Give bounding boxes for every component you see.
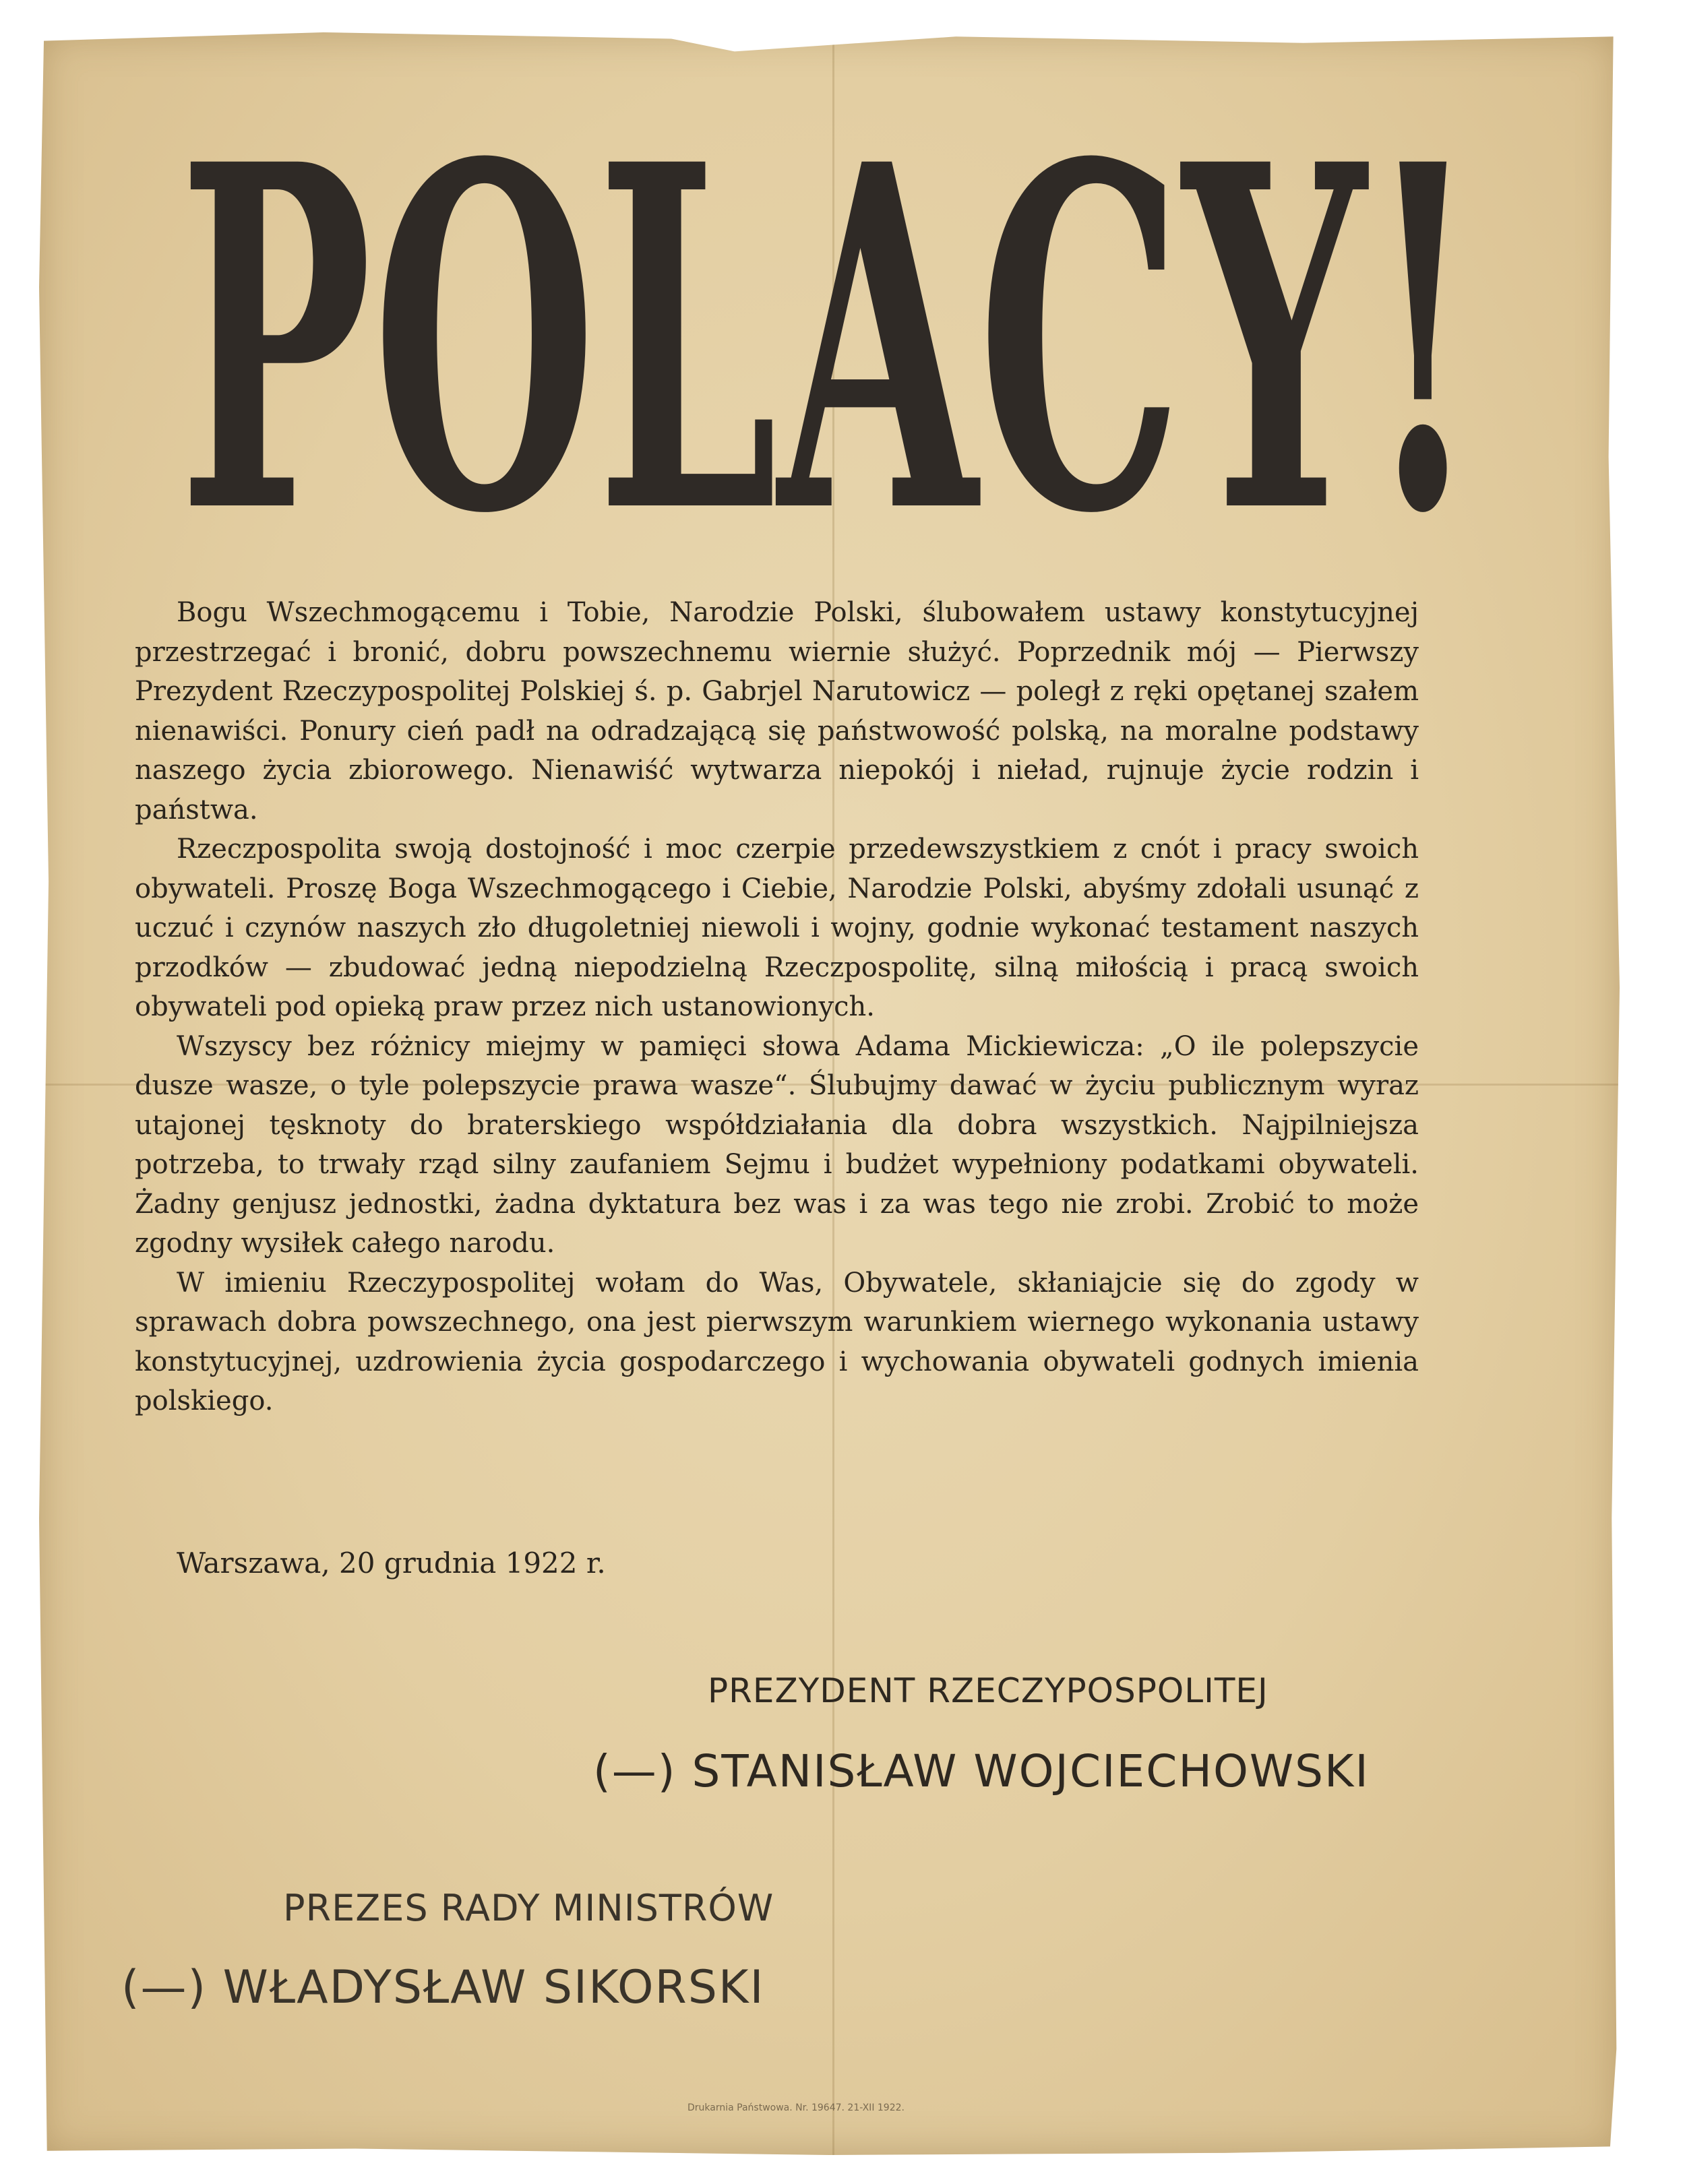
- prime-minister-name: (—) WŁADYSŁAW SIKORSKI: [121, 1961, 765, 2014]
- paragraph: Bogu Wszechmogącemu i Tobie, Narodzie Polski, ślubowałem ustawy konstytucyjnej przestrzegać i bronić, dobru powszechnemu wiernie służyć. Poprzednik mój — Pierwszy Prezydent Rzeczypospolitej Polskiej ś. p. Gabrjel Narutowicz — poległ z ręki opętanej szałem nienawiści. Ponury cień padł na odradzającą się państwowość polską, na moralne podstawy naszego życia zbiorowego. Nienawiść wytwarza niepokój i nieład, rujnuje życie rodzin i państwa.: [135, 597, 1419, 825]
- paragraph: Rzeczpospolita swoją dostojność i moc czerpie przedewszystkiem z cnót i pracy swoich obywateli. Proszę Boga Wszechmogącego i Ciebie, Narodzie Polski, abyśmy zdołali usunąć z uczuć i czynów naszych zło długoletniej niewoli i wojny, godnie wykonać testament naszych przodków — zbudować jedną niepodzielną Rzeczpospolitę, silną miłością i pracą swoich obywateli pod opieką praw przez nich ustanowionych.: [135, 834, 1419, 1022]
- date-line: Warszawa, 20 grudnia 1922 r.: [177, 1547, 606, 1580]
- proclamation-body: [135, 593, 1419, 1421]
- president-title: PREZYDENT RZECZYPOSPOLITEJ: [708, 1671, 1268, 1710]
- president-name: (—) STANISŁAW WOJCIECHOWSKI: [593, 1745, 1370, 1797]
- prime-minister-title: PREZES RADY MINISTRÓW: [283, 1887, 774, 1929]
- headline-svg: [168, 101, 1490, 559]
- poster-headline: [168, 101, 1490, 559]
- paragraph: Wszyscy bez różnicy miejmy w pamięci słowa Adama Mickiewicza: „O ile polepszycie dusze wasze, o tyle polepszycie prawa wasze“. Ślubujmy dawać w życiu publicznym wyraz utajonej tęsknoty do braterskiego współdziałania dla dobra wszystkich. Najpilniejsza potrzeba, to trwały rząd silny zaufaniem Sejmu i budżet wypełniony podatkami obywateli. Żadny genjusz jednostki, żadna dyktatura bez was i za was tego nie zrobi. Zrobić to może zgodny wysiłek całego narodu.: [135, 1030, 1419, 1259]
- printer-imprint: Drukarnia Państwowa. Nr. 19647. 21-XII 1922.: [687, 2102, 905, 2113]
- paragraph: W imieniu Rzeczypospolitej wołam do Was, Obywatele, skłaniajcie się do zgody w sprawach dobra powszechnego, ona jest pierwszym warunkiem wiernego wykonania ustawy konstytucyjnej, uzdrowienia życia gospodarczego i wychowania obywateli godnych imienia polskiego.: [135, 1267, 1419, 1416]
- headline-text: POLACY!: [179, 101, 1479, 559]
